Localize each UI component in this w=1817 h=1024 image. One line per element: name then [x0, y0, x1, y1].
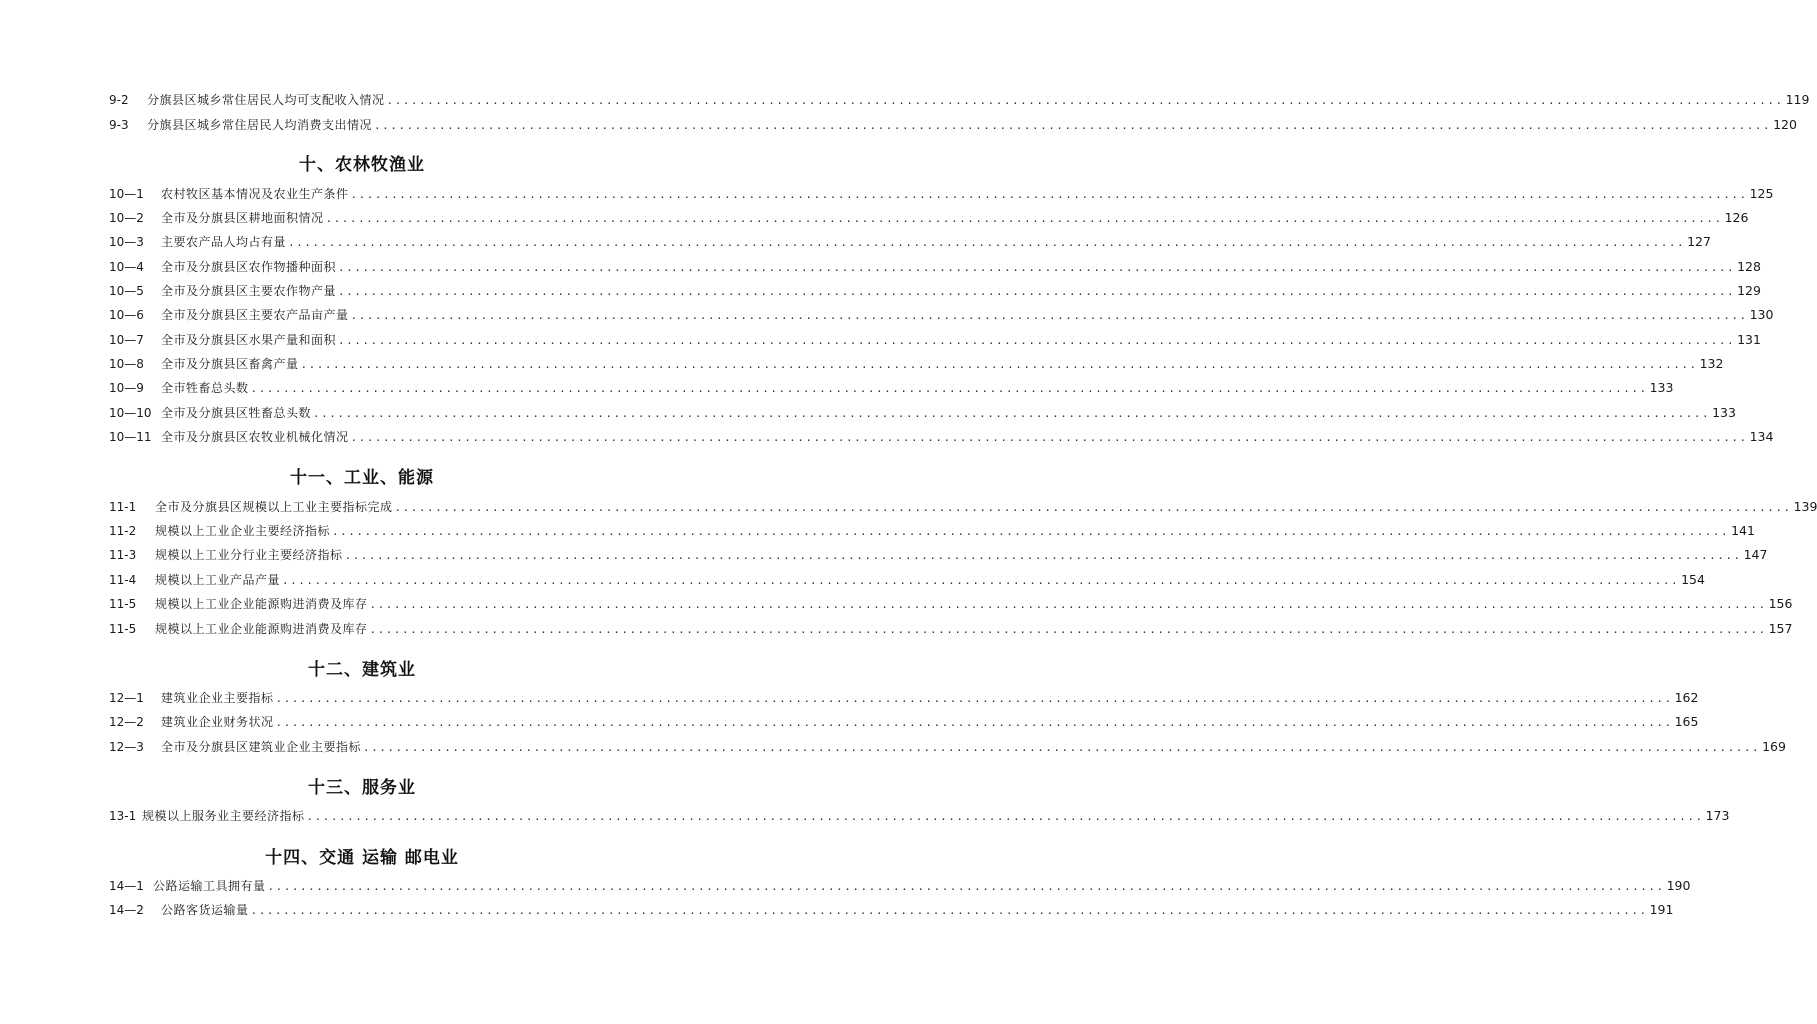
entry-title: 农村牧区基本情况及农业生产条件 [161, 187, 349, 201]
dot-leader: ............................................................................................................................................................................ [250, 904, 1648, 917]
entry-page-number: 126 [1724, 210, 1749, 225]
entry-code: 11-1 [109, 500, 137, 514]
toc-entry[interactable] [109, 330, 1761, 350]
dot-leader: ............................................................................................................................................................................ [350, 431, 1748, 444]
toc-entry[interactable] [109, 115, 1797, 135]
entry-title: 主要农产品人均占有量 [161, 235, 287, 249]
entry-title: 全市牲畜总头数 [161, 381, 249, 395]
entry-code: 11-2 [109, 524, 137, 538]
toc-entry[interactable] [109, 427, 1774, 447]
entry-code: 10—6 [109, 308, 144, 322]
dot-leader: ............................................................................................................................................................................ [288, 236, 1686, 249]
toc-entry[interactable] [109, 257, 1761, 277]
entry-title: 分旗县区城乡常住居民人均可支配收入情况 [147, 93, 385, 107]
entry-page-number: 128 [1737, 259, 1761, 274]
entry-title: 规模以上工业企业主要经济指标 [155, 524, 331, 538]
entry-page-number: 133 [1649, 380, 1674, 395]
dot-leader: ............................................................................................................................................................................ [363, 741, 1761, 754]
toc-entry[interactable] [109, 806, 1730, 826]
entry-title: 全市及分旗县区主要农作物产量 [161, 284, 337, 298]
dot-leader: ............................................................................................................................................................................ [275, 716, 1673, 729]
dot-leader: ............................................................................................................................................................................ [250, 382, 1648, 395]
dot-leader: ............................................................................................................................................................................ [394, 501, 1792, 514]
toc-entry[interactable] [109, 232, 1711, 252]
entry-page-number: 156 [1768, 596, 1793, 611]
entry-page-number: 191 [1649, 902, 1674, 917]
entry-page-number: 125 [1749, 186, 1774, 201]
entry-code: 10—1 [109, 187, 144, 201]
entry-page-number: 133 [1712, 405, 1736, 420]
entry-page-number: 119 [1785, 92, 1810, 107]
dot-leader: ............................................................................................................................................................................ [275, 692, 1673, 705]
toc-entry[interactable] [109, 208, 1749, 228]
toc-entry[interactable] [109, 900, 1674, 920]
dot-leader: ............................................................................................................................................................................ [374, 119, 1772, 132]
entry-page-number: 120 [1773, 117, 1797, 132]
entry-code: 12—1 [109, 691, 144, 705]
toc-entry[interactable] [109, 737, 1786, 757]
dot-leader: ............................................................................................................................................................................ [338, 334, 1736, 347]
toc-entry[interactable] [109, 521, 1755, 541]
dot-leader: ............................................................................................................................................................................ [338, 285, 1736, 298]
dot-leader: ............................................................................................................................................................................ [325, 212, 1723, 225]
entry-code: 13-1 [109, 809, 137, 823]
toc-entry[interactable] [109, 281, 1761, 301]
dot-leader: ............................................................................................................................................................................ [369, 623, 1767, 636]
dot-leader: ............................................................................................................................................................................ [282, 574, 1680, 587]
entry-title: 全市及分旗县区耕地面积情况 [161, 211, 324, 225]
entry-title: 全市及分旗县区畜禽产量 [161, 357, 299, 371]
entry-code: 10—3 [109, 235, 144, 249]
entry-code: 9-2 [109, 93, 129, 107]
toc-entry[interactable] [109, 354, 1724, 374]
dot-leader: ............................................................................................................................................................................ [344, 549, 1742, 562]
toc-entry[interactable] [109, 305, 1774, 325]
entry-title: 全市及分旗县区水果产量和面积 [161, 333, 337, 347]
entry-code: 10—5 [109, 284, 144, 298]
entry-page-number: 132 [1699, 356, 1724, 371]
toc-entry[interactable] [109, 497, 1817, 517]
toc-entry[interactable] [109, 403, 1736, 423]
dot-leader: ............................................................................................................................................................................ [338, 261, 1736, 274]
entry-code: 10—4 [109, 260, 144, 274]
dot-leader: ............................................................................................................................................................................ [369, 598, 1767, 611]
toc-entry[interactable] [109, 688, 1699, 708]
entry-page-number: 141 [1731, 523, 1755, 538]
toc-entry[interactable] [109, 570, 1705, 590]
section-heading: 十二、建筑业 [308, 660, 416, 680]
entry-title: 建筑业企业主要指标 [161, 691, 274, 705]
entry-title: 规模以上服务业主要经济指标 [142, 809, 305, 823]
entry-code: 10—9 [109, 381, 144, 395]
entry-page-number: 129 [1737, 283, 1761, 298]
section-heading: 十、农林牧渔业 [299, 155, 425, 175]
dot-leader: ............................................................................................................................................................................ [300, 358, 1698, 371]
entry-title: 规模以上工业企业能源购进消费及库存 [155, 597, 368, 611]
entry-title: 规模以上工业企业能源购进消费及库存 [155, 622, 368, 636]
entry-title: 公路运输工具拥有量 [153, 879, 266, 893]
entry-code: 10—11 [109, 430, 152, 444]
entry-title: 全市及分旗县区主要农产品亩产量 [161, 308, 349, 322]
section-heading: 十四、交通 运输 邮电业 [265, 848, 459, 868]
entry-code: 14—1 [109, 879, 144, 893]
entry-title: 分旗县区城乡常住居民人均消费支出情况 [147, 118, 373, 132]
entry-page-number: 134 [1749, 429, 1774, 444]
entry-title: 全市及分旗县区牲畜总头数 [161, 406, 312, 420]
dot-leader: ............................................................................................................................................................................ [332, 525, 1730, 538]
entry-code: 11-5 [109, 597, 137, 611]
section-heading: 十三、服务业 [308, 778, 416, 798]
entry-title: 全市及分旗县区农作物播种面积 [161, 260, 337, 274]
dot-leader: ............................................................................................................................................................................ [386, 94, 1784, 107]
toc-entry[interactable] [109, 712, 1699, 732]
entry-code: 10—8 [109, 357, 144, 371]
entry-title: 全市及分旗县区规模以上工业主要指标完成 [155, 500, 393, 514]
section-heading: 十一、工业、能源 [290, 468, 434, 488]
entry-title: 建筑业企业财务状况 [161, 715, 274, 729]
entry-page-number: 130 [1749, 307, 1774, 322]
toc-entry[interactable] [109, 90, 1810, 110]
entry-code: 12—2 [109, 715, 144, 729]
entry-title: 规模以上工业产品产量 [155, 573, 281, 587]
entry-page-number: 162 [1674, 690, 1699, 705]
entry-page-number: 154 [1681, 572, 1705, 587]
toc-entry[interactable] [109, 184, 1774, 204]
entry-page-number: 173 [1705, 808, 1730, 823]
dot-leader: ............................................................................................................................................................................ [267, 880, 1665, 893]
entry-title: 全市及分旗县区农牧业机械化情况 [161, 430, 349, 444]
entry-page-number: 131 [1737, 332, 1761, 347]
dot-leader: ............................................................................................................................................................................ [306, 810, 1704, 823]
entry-title: 规模以上工业分行业主要经济指标 [155, 548, 343, 562]
entry-page-number: 169 [1762, 739, 1786, 754]
entry-code: 14—2 [109, 903, 144, 917]
entry-code: 11-5 [109, 622, 137, 636]
entry-title: 公路客货运输量 [161, 903, 249, 917]
entry-code: 9-3 [109, 118, 129, 132]
entry-page-number: 157 [1768, 621, 1793, 636]
toc-entry[interactable] [109, 619, 1793, 639]
entry-page-number: 190 [1666, 878, 1691, 893]
entry-code: 12—3 [109, 740, 144, 754]
toc-entry[interactable] [109, 594, 1793, 614]
entry-title: 全市及分旗县区建筑业企业主要指标 [161, 740, 362, 754]
toc-entry[interactable] [109, 876, 1691, 896]
entry-page-number: 165 [1674, 714, 1699, 729]
entry-code: 10—10 [109, 406, 152, 420]
entry-code: 10—7 [109, 333, 144, 347]
entry-page-number: 147 [1743, 547, 1768, 562]
dot-leader: ............................................................................................................................................................................ [350, 188, 1748, 201]
entry-code: 11-3 [109, 548, 137, 562]
toc-entry[interactable] [109, 545, 1768, 565]
dot-leader: ............................................................................................................................................................................ [313, 407, 1711, 420]
entry-code: 10—2 [109, 211, 144, 225]
toc-entry[interactable] [109, 378, 1674, 398]
entry-page-number: 139 [1793, 499, 1817, 514]
entry-code: 11-4 [109, 573, 137, 587]
entry-page-number: 127 [1687, 234, 1711, 249]
dot-leader: ............................................................................................................................................................................ [350, 309, 1748, 322]
